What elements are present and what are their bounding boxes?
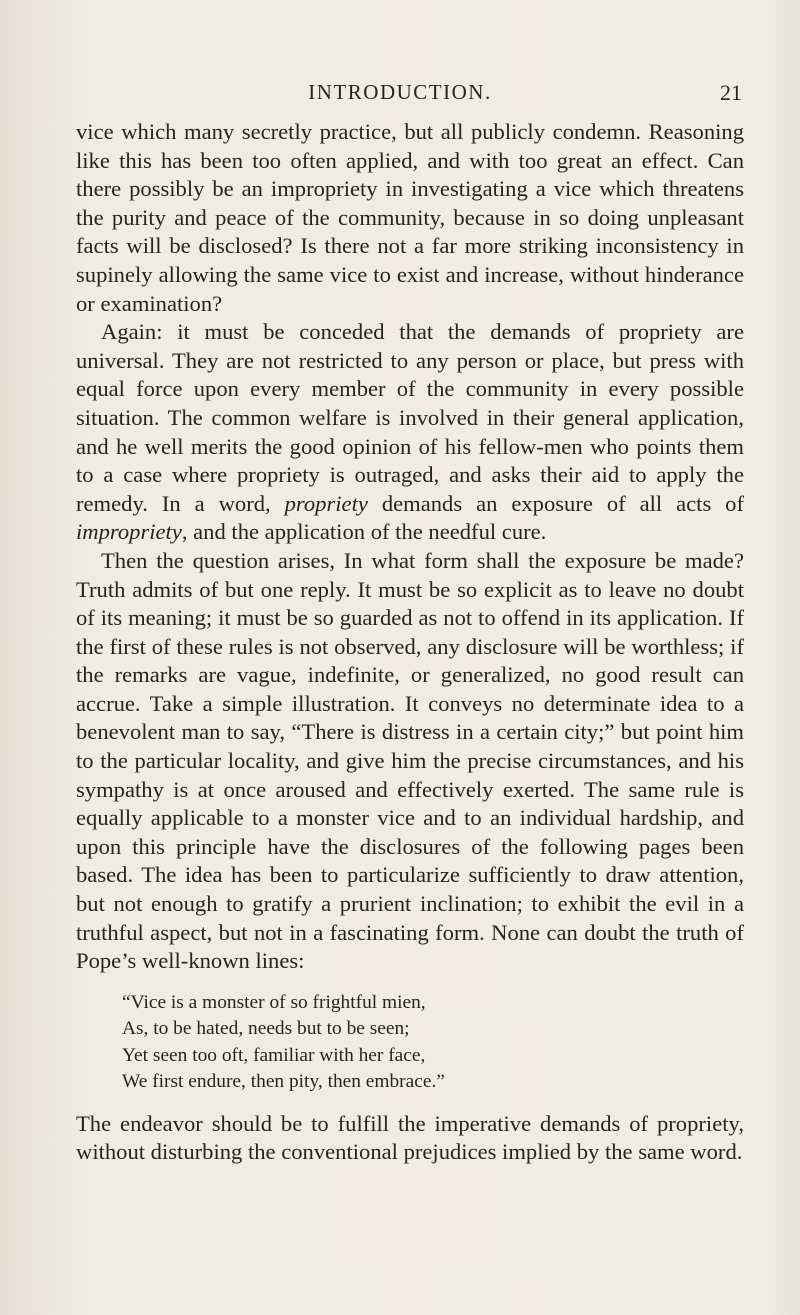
poem-quotation xyxy=(122,990,744,1096)
paragraph-text: Again: it must be conceded that the demands of propriety are universal. They are not restricted to any person or place, but press with equal force upon every member of the community in every possible situation. The common welfare is involved in their general application, and he well merits the good opinion of his fellow-men who points them to a case where propriety is outraged, and asks their aid to apply the remedy. In a word, xyxy=(76,319,744,516)
poem-line: We first endure, then pity, then embrace.” xyxy=(122,1071,445,1093)
running-title: INTRODUCTION. xyxy=(308,80,492,104)
paragraph-propriety xyxy=(76,318,744,547)
emphasis-impropriety: impropriety xyxy=(76,519,182,545)
paragraph-text: demands an exposure of all acts of xyxy=(367,490,744,516)
paragraph-text: , and the application of the needful cure. xyxy=(181,519,547,545)
page-number: 21 xyxy=(720,80,742,105)
poem-line: Yet seen too oft, familiar with her face, xyxy=(122,1044,426,1066)
body-text xyxy=(76,118,744,1167)
poem-line: As, to be hated, needs but to be seen; xyxy=(122,1018,410,1040)
emphasis-propriety: propriety xyxy=(284,490,368,516)
paragraph-continuation: vice which many secretly practice, but all publicly condemn. Reasoning like this has been too often applied, and with too great an effect. Can there possibly be an impropriety in investigating a vice which threatens the purity and peace of the community, because in so doing unpleasant facts will be disclosed? Is there not a far more striking inconsistency in supinely allowing the same vice to exist and increase, without hinderance or examination? xyxy=(76,119,744,316)
poem-line: “Vice is a monster of so frightful mien, xyxy=(122,991,426,1013)
paragraph-endeavor: The endeavor should be to fulfill the imperative demands of propriety, without disturbing the conventional prejudices implied by the same word. xyxy=(76,1110,744,1165)
paragraph-exposure: Then the question arises, In what form shall the exposure be made? Truth admits of but one reply. It must be so explicit as to leave no doubt of its meaning; it must be so guarded as not to offend in its application. If the first of these rules is not observed, any disclosure will be worthless; if the remarks are vague, indefinite, or generalized, no good result can accrue. Take a simple illustration. It conveys no determinate idea to a benevolent man to say, “There is distress in a certain city;” but point him to the particular locality, and give him the precise circumstances, and his sympathy is at once aroused and effectively exerted. The same rule is equally applicable to a monster vice and to an individual hardship, and upon this principle have the disclosures of the following pages been based. The idea has been to particularize sufficiently to draw attention, but not enough to gratify a prurient inclination; to exhibit the evil in a truthful aspect, but not in a fascinating form. None can doubt the truth of Pope’s well-known lines: xyxy=(76,547,744,974)
running-head xyxy=(0,78,800,108)
